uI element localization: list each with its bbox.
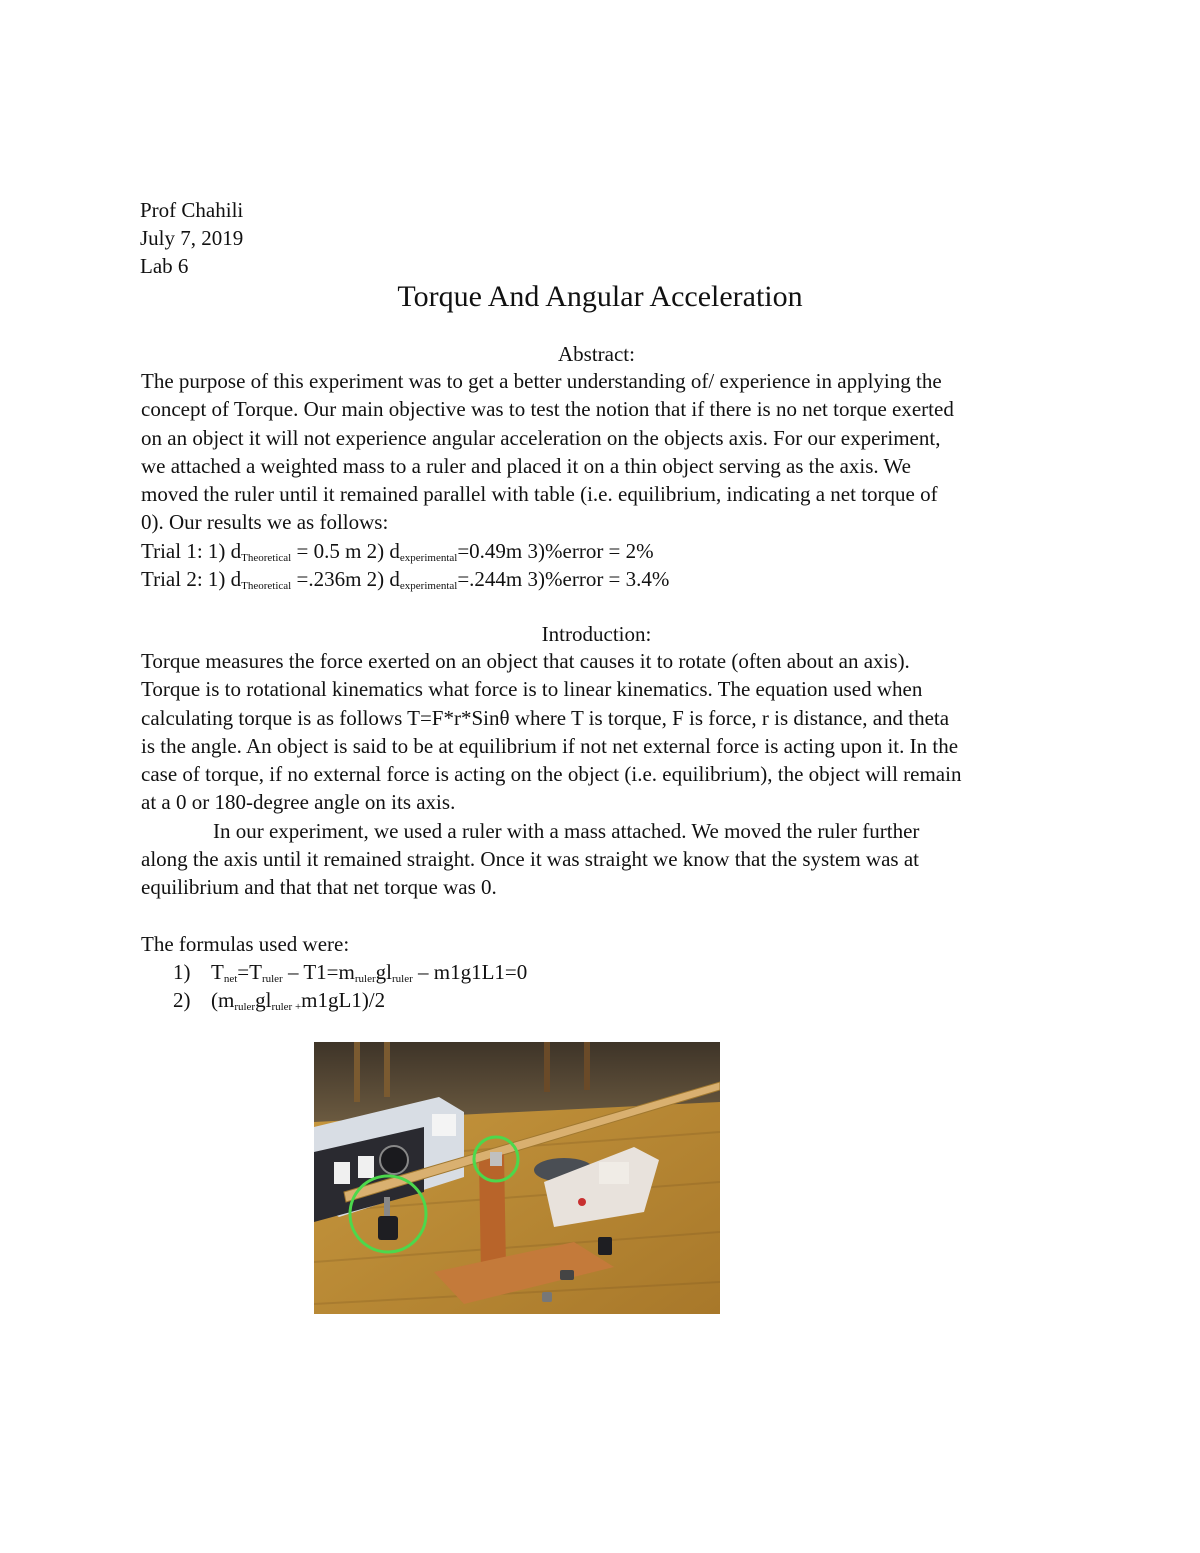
- loose-mass: [598, 1237, 612, 1255]
- introduction-line: is the angle. An object is said to be at equilibrium if not net external force is acting upon it. In the: [141, 733, 959, 758]
- loose-mass: [560, 1270, 574, 1280]
- introduction-line: at a 0 or 180-degree angle on its axis.: [141, 790, 456, 815]
- introduction-line: equilibrium and that that net torque was 0.: [141, 875, 497, 900]
- introduction-line: Torque is to rotational kinematics what force is to linear kinematics. The equation used when: [141, 677, 923, 702]
- introduction-paragraph: [141, 647, 1061, 902]
- loose-mass: [542, 1292, 552, 1302]
- experiment-photo-illustration: [314, 1042, 720, 1314]
- stool-leg: [544, 1042, 550, 1092]
- balance-label: [578, 1198, 586, 1206]
- hanging-mass: [378, 1216, 398, 1240]
- introduction-line: case of torque, if no external force is acting on the object (i.e. equilibrium), the object will remain: [141, 762, 962, 787]
- lab-number: Lab 6: [140, 254, 189, 278]
- formula-item: 1) $T_{net}=T_{ruler} - T1=m_{ruler}gl_{ruler} - m1g1L1=0$: [173, 960, 528, 985]
- meter-icon: [432, 1114, 456, 1136]
- abstract-line: we attached a weighted mass to a ruler and placed it on a thin object serving as the axis. We: [141, 453, 911, 478]
- clamp: [490, 1152, 502, 1166]
- abstract-line: moved the ruler until it remained parallel with table (i.e. equilibrium, indicating a net torque of: [141, 482, 938, 507]
- stand-post: [479, 1154, 506, 1274]
- formula-item: 2) $(m_{ruler}gl_{ruler +}m1gL1)/2$: [173, 988, 386, 1013]
- abstract-line: concept of Torque. Our main objective was to test the notion that if there is no net torque exerted: [141, 397, 954, 422]
- abstract-paragraph: [141, 367, 1061, 593]
- professor-name: Prof Chahili: [140, 198, 244, 222]
- formula-list: [173, 958, 527, 1014]
- abstract-line: 0). Our results we as follows:: [141, 510, 389, 535]
- outlet-icon: [358, 1156, 374, 1178]
- stool-leg: [354, 1042, 360, 1102]
- trial-2-result: Trial 2: 1) $d_{Theoretical} =.236m$ 2) $d_{experimental}=.244m$ 3)%error = 3.4%: [141, 567, 670, 593]
- dial-icon: [380, 1146, 408, 1174]
- header-block: [140, 196, 243, 280]
- report-date: July 7, 2019: [140, 226, 244, 250]
- abstract-heading: Abstract:: [558, 342, 635, 366]
- document-title: Torque And Angular Acceleration: [397, 280, 803, 313]
- outlet-icon: [334, 1162, 350, 1184]
- introduction-line: Torque measures the force exerted on an object that causes it to rotate (often about an axis).: [141, 649, 910, 673]
- stool-leg: [584, 1042, 590, 1090]
- trial-1-result: Trial 1: 1) $d_{Theoretical} = 0.5$ m 2) $d_{experimental}=0.49m$ 3)%error = 2%: [141, 538, 654, 564]
- stool-leg: [384, 1042, 390, 1097]
- experiment-photo: [314, 1042, 720, 1314]
- introduction-heading: Introduction:: [541, 622, 652, 646]
- balance-body: [599, 1162, 629, 1184]
- formulas-label: The formulas used were:: [141, 932, 350, 956]
- abstract-line: on an object it will not experience angular acceleration on the objects axis. For our experiment,: [141, 425, 941, 450]
- mass-hanger: [384, 1197, 390, 1217]
- introduction-line: calculating torque is as follows T=F*r*Sinθ where T is torque, F is force, r is distance, and theta: [141, 705, 950, 730]
- formula-number: 2): [173, 988, 191, 1012]
- abstract-line: The purpose of this experiment was to get a better understanding of/ experience in applying the: [141, 369, 942, 393]
- formula-number: 1): [173, 960, 191, 984]
- introduction-line: along the axis until it remained straight. Once it was straight we know that the system was at: [141, 847, 919, 872]
- introduction-line: In our experiment, we used a ruler with a mass attached. We moved the ruler further: [213, 818, 920, 843]
